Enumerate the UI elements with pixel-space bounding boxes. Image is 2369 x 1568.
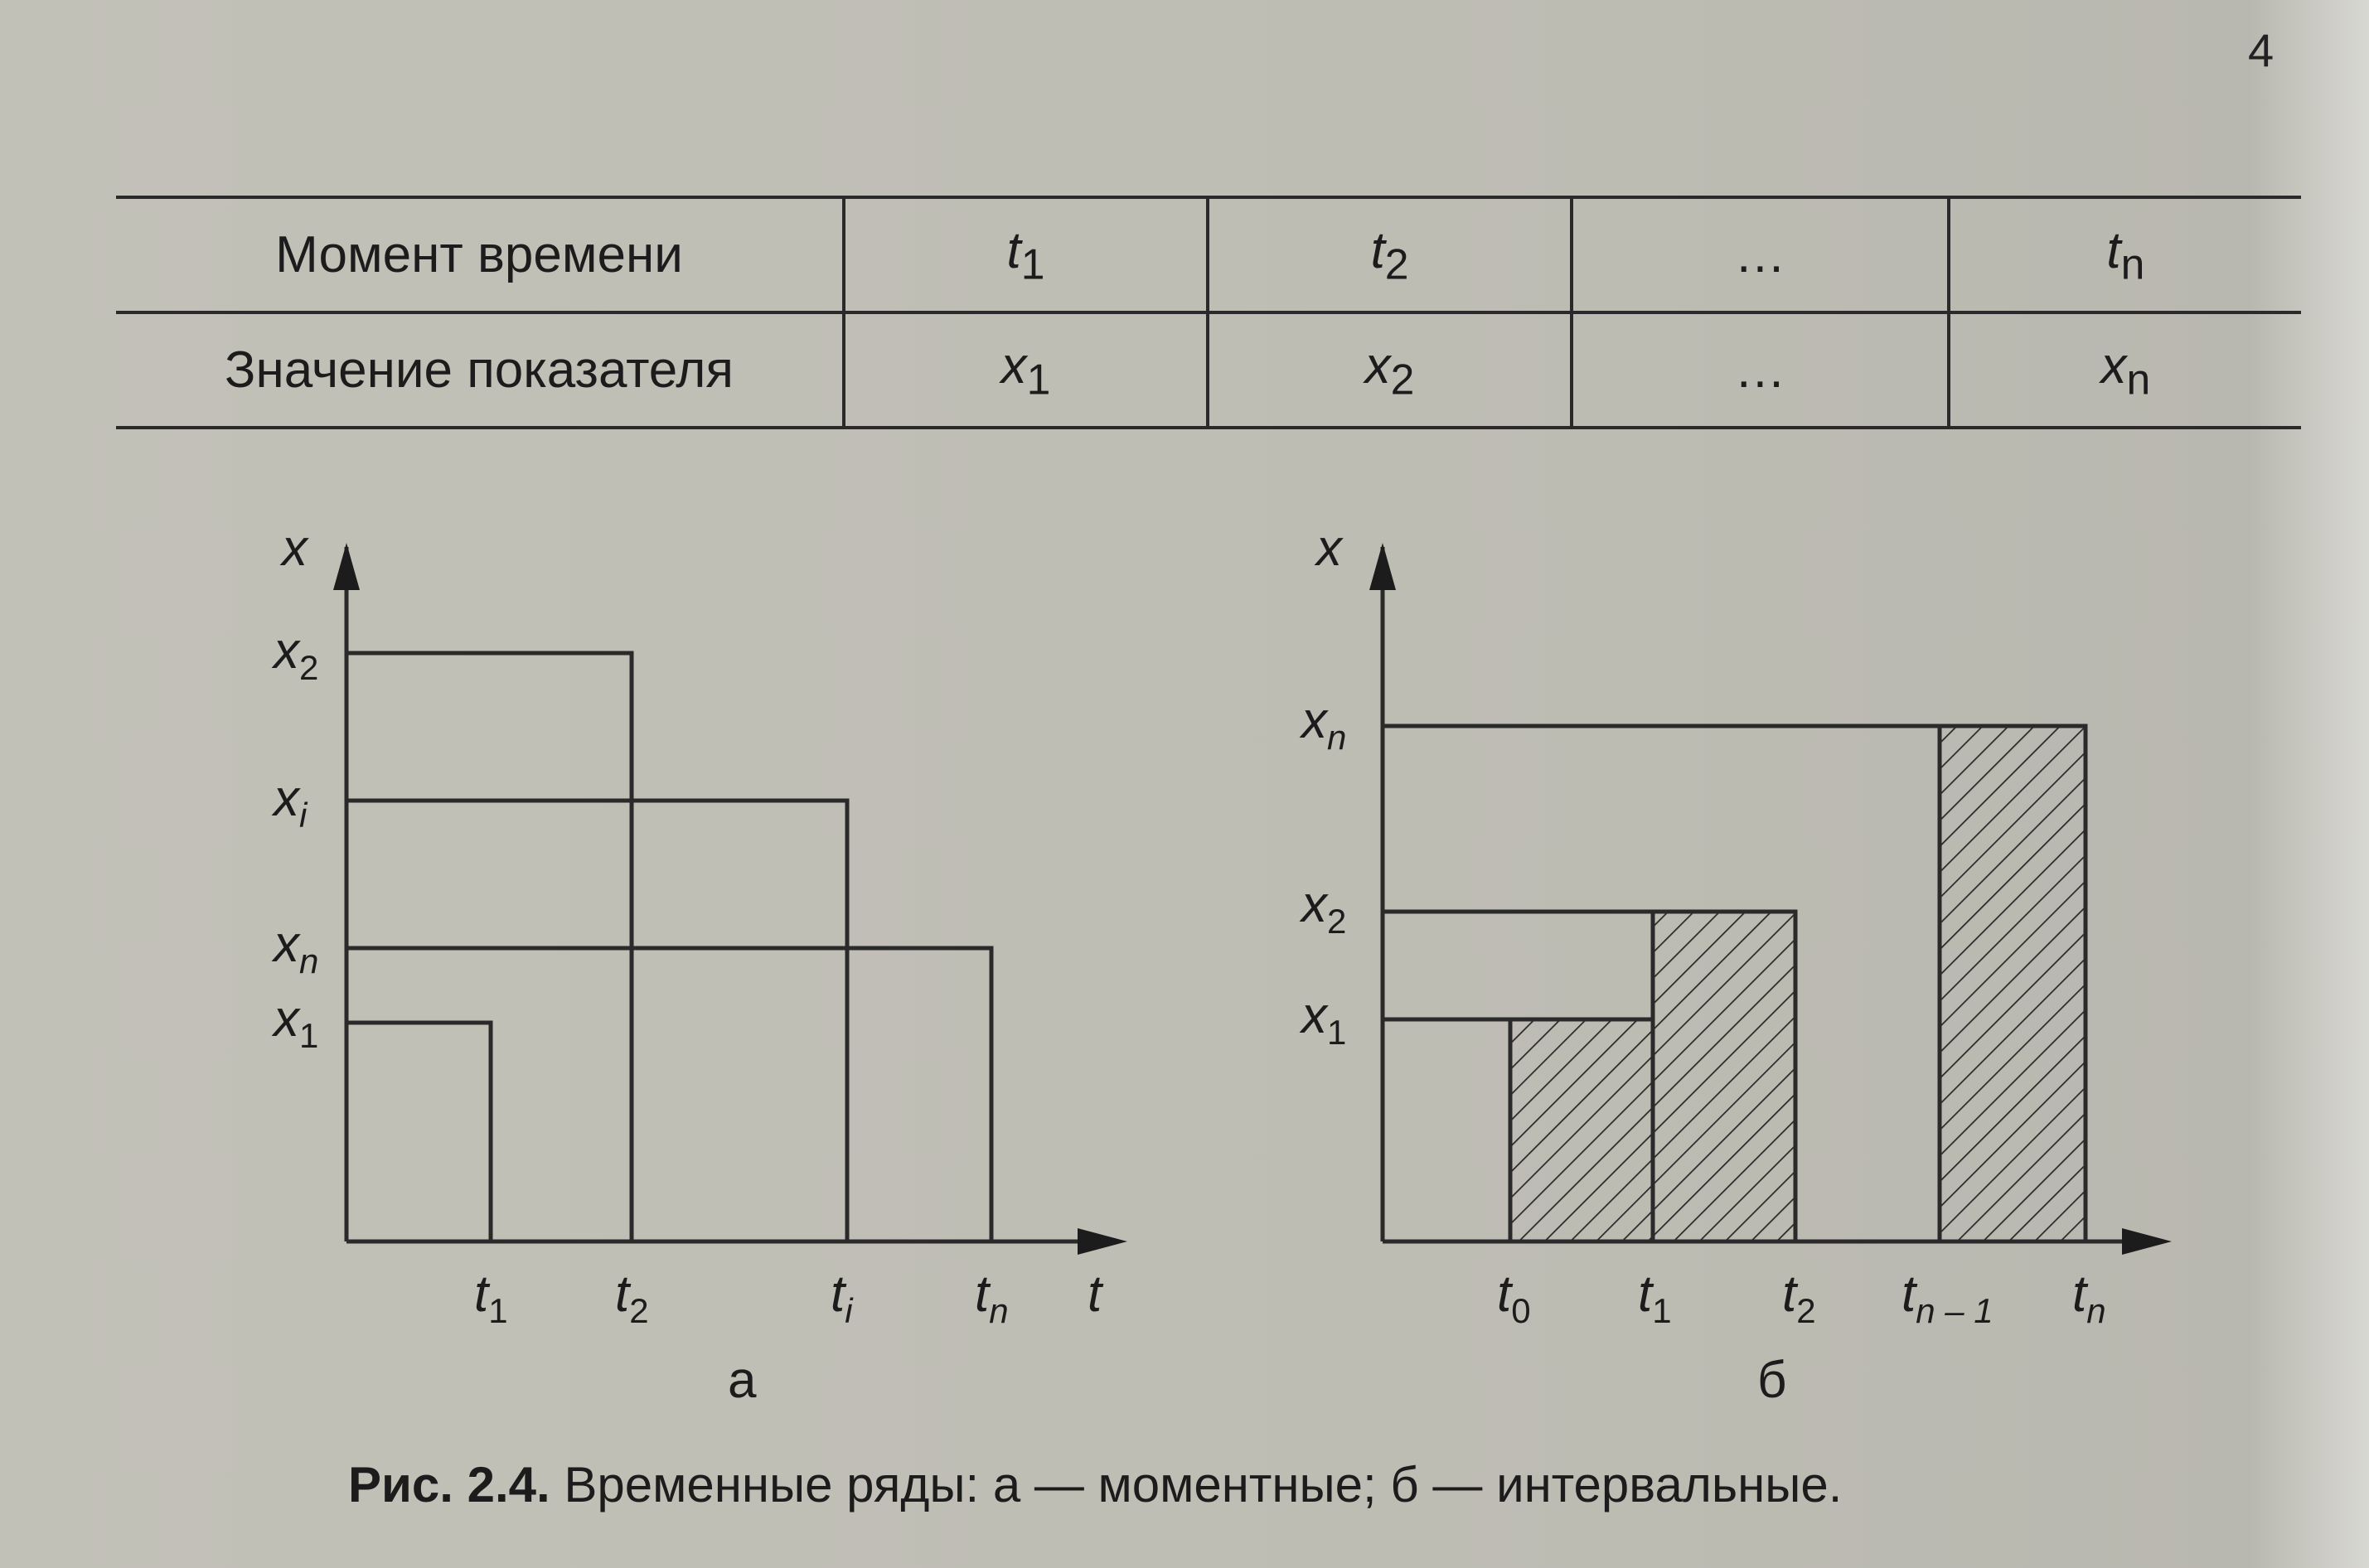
fig-a-xlabel-t1: $t_1$ bbox=[474, 1266, 508, 1330]
figure-caption bbox=[348, 1457, 1842, 1512]
fig-a-ylabel-xn: $x_n$ bbox=[274, 916, 319, 980]
fig-a-xlabel-t2: $t_2$ bbox=[615, 1266, 649, 1330]
cell-xn: $x_n$ bbox=[1949, 312, 2301, 428]
fig-a-bar-x1 bbox=[346, 1023, 491, 1241]
cell-x-ellipsis: … bbox=[1572, 312, 1949, 428]
fig-a-xlabel-tn: $t_n$ bbox=[975, 1266, 1009, 1330]
cell-t1: $t_1$ bbox=[844, 197, 1208, 312]
fig-b-caption: б bbox=[1757, 1352, 1787, 1409]
fig-b-y-axis-label: x bbox=[1316, 520, 1342, 577]
fig-b-xlabel-t2: $t_2$ bbox=[1782, 1266, 1816, 1330]
fig-a-ylabel-x2: $x_2$ bbox=[274, 622, 319, 687]
fig-a-xlabel-ti: $t_i$ bbox=[831, 1266, 853, 1330]
fig-a-y-arrow bbox=[333, 543, 360, 590]
fig-b-bar-1 bbox=[1510, 1019, 1653, 1241]
cell-x2: $x_2$ bbox=[1208, 312, 1572, 428]
fig-a-caption: а bbox=[728, 1352, 757, 1409]
row-label-moment: Момент времени bbox=[275, 226, 683, 283]
figure-a bbox=[333, 543, 1127, 1255]
row-label-value: Значение показателя bbox=[225, 341, 734, 399]
fig-a-x-axis-label: t bbox=[1088, 1266, 1102, 1323]
page-number: 4 bbox=[2248, 24, 2275, 76]
fig-a-ylabel-x1: $x_1$ bbox=[274, 990, 319, 1055]
fig-a-ylabel-xi: $x_i$ bbox=[274, 770, 308, 835]
fig-b-xlabel-t0: $t_0$ bbox=[1497, 1266, 1531, 1330]
fig-b-xlabel-tn: $t_n$ bbox=[2072, 1266, 2106, 1330]
fig-b-bar-2 bbox=[1653, 912, 1795, 1241]
figure-caption-text: Временные ряды: а — моментные; б — интервальные. bbox=[550, 1457, 1843, 1512]
fig-a-bar-xn bbox=[346, 948, 991, 1241]
figure-b bbox=[1369, 543, 2172, 1255]
fig-b-xlabel-t1: $t_1$ bbox=[1638, 1266, 1672, 1330]
fig-b-y-arrow bbox=[1369, 543, 1396, 590]
fig-a-x-arrow bbox=[1078, 1228, 1127, 1255]
fig-a-y-axis-label: x bbox=[282, 520, 308, 577]
cell-t2: $t_2$ bbox=[1208, 197, 1572, 312]
cell-x1: $x_1$ bbox=[844, 312, 1208, 428]
fig-b-ylabel-x1: $x_1$ bbox=[1301, 987, 1347, 1052]
fig-b-ylabel-xn: $x_n$ bbox=[1301, 692, 1347, 757]
fig-b-xlabel-tn-1: $t_{n - 1}$ bbox=[1901, 1266, 1994, 1330]
fig-b-ylabel-x2: $x_2$ bbox=[1301, 876, 1347, 941]
cell-tn: $t_n$ bbox=[1949, 197, 2301, 312]
figure-caption-label: Рис. 2.4. bbox=[348, 1457, 550, 1512]
fig-b-x-arrow bbox=[2122, 1228, 2172, 1255]
cell-t-ellipsis: … bbox=[1572, 197, 1949, 312]
fig-b-bar-n bbox=[1940, 726, 2086, 1241]
